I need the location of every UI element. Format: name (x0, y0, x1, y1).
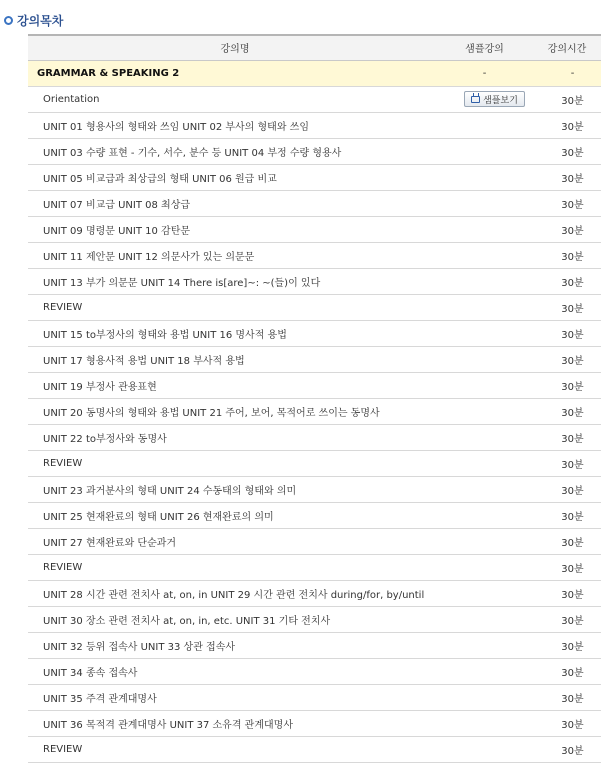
lesson-name: UNIT 05 비교급과 최상급의 형태 UNIT 06 원급 비교 (28, 164, 442, 190)
lesson-sample-cell (442, 86, 527, 112)
lesson-time: 30분 (527, 138, 601, 164)
table-row (28, 528, 601, 554)
course-time: - (527, 60, 601, 86)
lesson-time: 30분 (527, 684, 601, 710)
lesson-name: REVIEW (28, 554, 442, 580)
table-row (28, 86, 601, 112)
lesson-time: 30분 (527, 190, 601, 216)
table-row (28, 294, 601, 320)
lesson-sample-cell (442, 164, 527, 190)
header-sample-lecture: 샘플강의 (442, 35, 527, 60)
lesson-name: UNIT 27 현재완료와 단순과거 (28, 528, 442, 554)
lesson-time: 30분 (527, 320, 601, 346)
lesson-time: 30분 (527, 294, 601, 320)
table-row (28, 658, 601, 684)
lesson-time: 30분 (527, 736, 601, 762)
lesson-sample-cell (442, 138, 527, 164)
lesson-time: 30분 (527, 710, 601, 736)
table-row (28, 164, 601, 190)
sample-view-button[interactable] (464, 91, 525, 107)
lesson-time: 30분 (527, 112, 601, 138)
lesson-name: REVIEW (28, 736, 442, 762)
lesson-time: 30분 (527, 372, 601, 398)
lesson-sample-cell (442, 424, 527, 450)
lesson-time: 30분 (527, 164, 601, 190)
table-row (28, 398, 601, 424)
lesson-name: UNIT 30 장소 관련 전치사 at, on, in, etc. UNIT 31 기타 전치사 (28, 606, 442, 632)
table-row (28, 502, 601, 528)
lesson-sample-cell (442, 398, 527, 424)
course-name: GRAMMAR & SPEAKING 2 (28, 60, 442, 86)
lesson-name: UNIT 11 제안문 UNIT 12 의문사가 있는 의문문 (28, 242, 442, 268)
lesson-sample-cell (442, 632, 527, 658)
circle-bullet-icon (4, 16, 13, 25)
lesson-name: UNIT 07 비교급 UNIT 08 최상급 (28, 190, 442, 216)
lesson-name: UNIT 09 명령문 UNIT 10 감탄문 (28, 216, 442, 242)
lesson-name: UNIT 20 동명사의 형태와 용법 UNIT 21 주어, 보어, 목적어로 쓰이는 동명사 (28, 398, 442, 424)
lesson-sample-cell (442, 658, 527, 684)
lesson-sample-cell (442, 736, 527, 762)
lesson-time: 30분 (527, 632, 601, 658)
lesson-sample-cell (442, 320, 527, 346)
section-title-text: 강의목차 (17, 13, 64, 28)
lesson-sample-cell (442, 580, 527, 606)
table-row (28, 684, 601, 710)
lesson-sample-cell (442, 710, 527, 736)
table-row (28, 606, 601, 632)
lesson-sample-cell (442, 450, 527, 476)
lesson-time: 30분 (527, 216, 601, 242)
table-header-row (28, 35, 601, 60)
lesson-name: UNIT 35 주격 관계대명사 (28, 684, 442, 710)
table-row (28, 710, 601, 736)
table-row (28, 268, 601, 294)
lesson-sample-cell (442, 502, 527, 528)
lesson-time: 30분 (527, 606, 601, 632)
lesson-name: Orientation (28, 86, 442, 112)
lesson-name: REVIEW (28, 450, 442, 476)
lesson-sample-cell (442, 268, 527, 294)
lesson-sample-cell (442, 346, 527, 372)
table-row (28, 580, 601, 606)
tv-icon (471, 96, 480, 103)
lesson-name: REVIEW (28, 294, 442, 320)
course-row (28, 60, 601, 86)
table-row (28, 554, 601, 580)
course-sample: - (442, 60, 527, 86)
lesson-time: 30분 (527, 242, 601, 268)
lesson-name: UNIT 25 현재완료의 형태 UNIT 26 현재완료의 의미 (28, 502, 442, 528)
lesson-sample-cell (442, 112, 527, 138)
table-row (28, 424, 601, 450)
table-row (28, 138, 601, 164)
lesson-time: 30분 (527, 424, 601, 450)
section-title (4, 10, 63, 30)
header-lecture-name: 강의명 (28, 35, 442, 60)
lesson-name: UNIT 03 수량 표현 - 기수, 서수, 분수 등 UNIT 04 부정 수량 형용사 (28, 138, 442, 164)
table-row (28, 216, 601, 242)
lesson-sample-cell (442, 372, 527, 398)
lesson-name: UNIT 36 목적격 관계대명사 UNIT 37 소유격 관계대명사 (28, 710, 442, 736)
lesson-time: 30분 (527, 502, 601, 528)
table-row (28, 372, 601, 398)
table-row (28, 450, 601, 476)
table-row (28, 320, 601, 346)
lesson-name: UNIT 23 과거분사의 형태 UNIT 24 수동태의 형태와 의미 (28, 476, 442, 502)
lesson-name: UNIT 32 등위 접속사 UNIT 33 상관 접속사 (28, 632, 442, 658)
table-row (28, 112, 601, 138)
lesson-time: 30분 (527, 554, 601, 580)
lesson-name: UNIT 15 to부정사의 형태와 용법 UNIT 16 명사적 용법 (28, 320, 442, 346)
lesson-name: UNIT 34 종속 접속사 (28, 658, 442, 684)
lesson-time: 30분 (527, 450, 601, 476)
lesson-name: UNIT 22 to부정사와 동명사 (28, 424, 442, 450)
lesson-sample-cell (442, 242, 527, 268)
table-row (28, 242, 601, 268)
lecture-table (28, 34, 601, 763)
lesson-sample-cell (442, 554, 527, 580)
lesson-sample-cell (442, 190, 527, 216)
lesson-sample-cell (442, 216, 527, 242)
lesson-time: 30분 (527, 658, 601, 684)
lesson-name: UNIT 01 형용사의 형태와 쓰임 UNIT 02 부사의 형태와 쓰임 (28, 112, 442, 138)
lesson-time: 30분 (527, 476, 601, 502)
lesson-time: 30분 (527, 398, 601, 424)
lesson-sample-cell (442, 476, 527, 502)
table-row (28, 736, 601, 762)
lesson-sample-cell (442, 528, 527, 554)
lesson-sample-cell (442, 684, 527, 710)
lesson-name: UNIT 28 시간 관련 전치사 at, on, in UNIT 29 시간 관련 전치사 during/for, by/until (28, 580, 442, 606)
lesson-time: 30분 (527, 268, 601, 294)
lesson-name: UNIT 13 부가 의문문 UNIT 14 There is[are]~: ~(들)이 있다 (28, 268, 442, 294)
lesson-sample-cell (442, 294, 527, 320)
table-row (28, 190, 601, 216)
lesson-name: UNIT 19 부정사 관용표현 (28, 372, 442, 398)
lesson-sample-cell (442, 606, 527, 632)
lesson-time: 30분 (527, 580, 601, 606)
header-lecture-time: 강의시간 (527, 35, 601, 60)
lesson-time: 30분 (527, 528, 601, 554)
lesson-name: UNIT 17 형용사적 용법 UNIT 18 부사적 용법 (28, 346, 442, 372)
table-row (28, 346, 601, 372)
sample-view-label: 샘플보기 (483, 95, 518, 106)
table-row (28, 476, 601, 502)
lesson-time: 30분 (527, 86, 601, 112)
lesson-time: 30분 (527, 346, 601, 372)
table-row (28, 632, 601, 658)
